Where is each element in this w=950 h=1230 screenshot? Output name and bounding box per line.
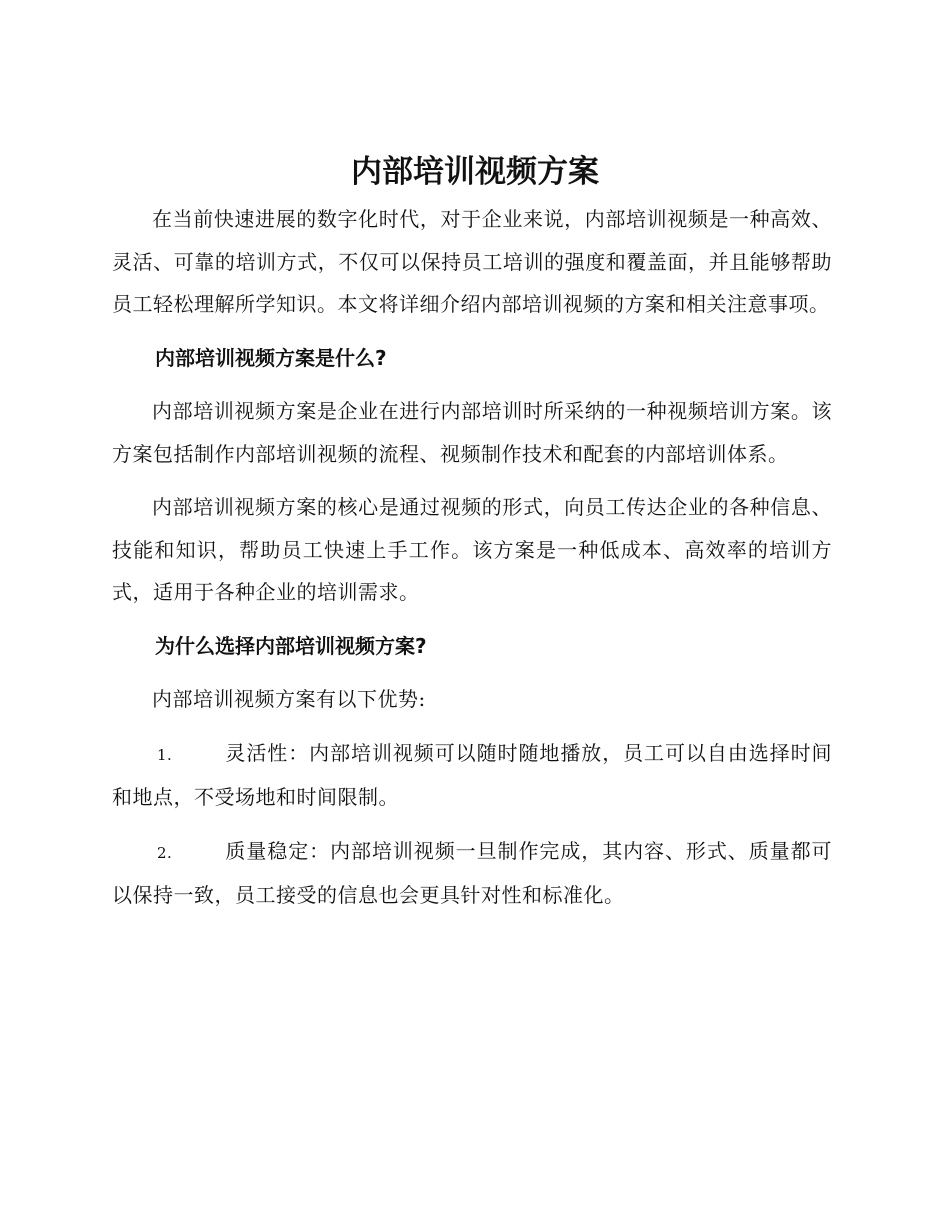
list-item [112,830,832,917]
document-body [112,198,832,928]
list-text: 质量稳定：内部培训视频一旦制作完成，其内容、形式、质量都可以保持一致，员工接受的信息也会更具针对性和标准化。 [112,838,832,907]
section-heading-why: 为什么选择内部培训视频方案? [155,633,427,658]
list-number: 1. [157,745,173,764]
section-paragraph: 内部培训视频方案的核心是通过视频的形式，向员工传达企业的各种信息、技能和知识，帮助员工快速上手工作。该方案是一种低成本、高效率的培训方式，适用于各种企业的培训需求。 [112,495,832,604]
intro-paragraph: 在当前快速进展的数字化时代，对于企业来说，内部培训视频是一种高效、灵活、可靠的培训方式，不仅可以保持员工培训的强度和覆盖面，并且能够帮助员工轻松理解所学知识。本文将详细介绍内部培训视频的方案和相关注意事项。 [112,207,832,316]
list-number: 2. [157,843,173,862]
section-paragraph: 内部培训视频方案是企业在进行内部培训时所采纳的一种视频培训方案。该方案包括制作内部培训视频的流程、视频制作技术和配套的内部培训体系。 [112,399,832,466]
list-text: 灵活性：内部培训视频可以随时随地播放，员工可以自由选择时间和地点，不受场地和时间限制。 [112,740,832,809]
section-heading-what: 内部培训视频方案是什么? [155,345,387,370]
document-title: 内部培训视频方案 [351,154,599,190]
list-item [112,732,832,819]
advantages-lead: 内部培训视频方案有以下优势: [152,687,426,711]
